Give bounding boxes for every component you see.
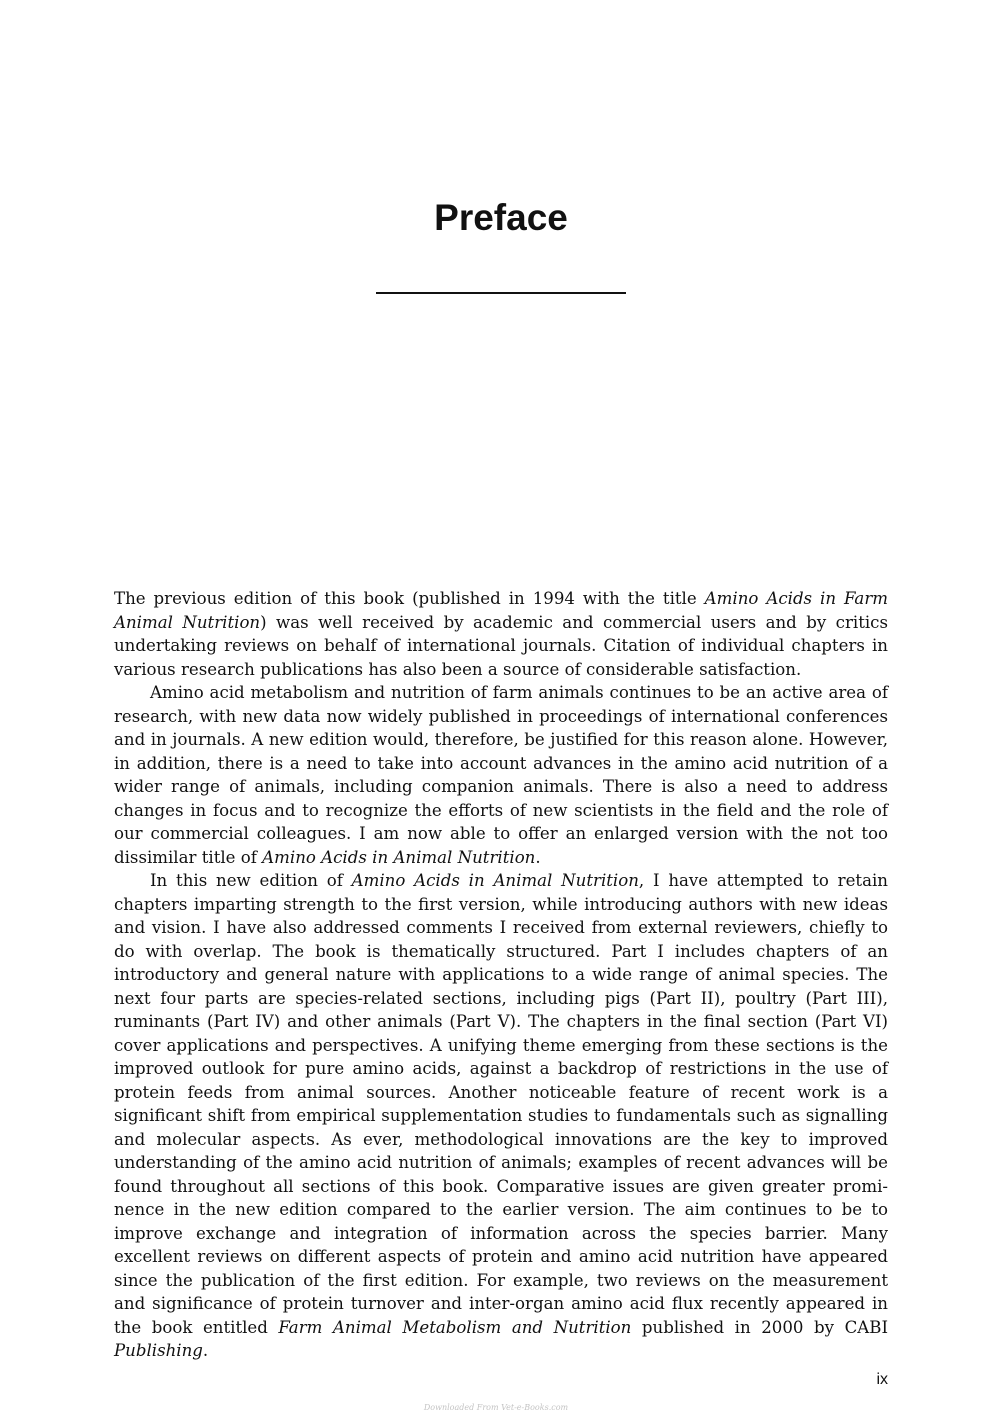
paragraph-2-text-a: Amino acid metabolism and nutrition of farm animals continues to be an active area of research, with new data now widely published in proceedings of international conferences and in journals. A new edition would, therefore, be justified for this reason alone. However, in addition, there is a need to take into account advances in the amino acid nutrition of a wider range of animals, including companion animals. There is also a need to address changes in focus and to recognize the efforts of new scientists in the field and the role of our commercial colleagues. I am now able to offer an enlarged version with the not too dissimilar title of xyxy=(114,683,888,867)
paragraph-1-text-b: ) was well received by academic and commercial users and by critics undertaking reviews on behalf of international journals. Citation of individual chapters in various research publications has also been a source of considerable satisfaction. xyxy=(114,612,888,679)
book-title-new-edition: Amino Acids in Animal Nutrition xyxy=(262,847,536,867)
book-title-first-edition: Amino Acids in Farm Animal Nutrition xyxy=(114,589,888,632)
paragraph-3-text-b: , I have attempted to retain chapters imparting strength to the first version, while introducing authors with new ideas and vision. I have also addressed comments I received from external reviewers, chiefly to do with overlap. The book is thematically structured. Part I includes chapters of an introductory and general nature with applications to a wide range of animal species. The next four parts are species-related sections, including pigs (Part II), poultry (Part III), ruminants (Part IV) and other animals (Part V). The chapters in the final section (Part VI) cover applications and perspectives. A unifying theme emerging from these sections is the improved outlook for pure amino acids, against a backdrop of restrictions in the use of protein feeds from animal sources. Another noticeable feature of recent work is a significant shift from empirical supplementation studies to fundamentals such as signalling and molecular aspects. As ever, methodological innovations are the key to improved understanding of the amino acid nutrition of animals; examples of recent advances will be found throughout all sections of this book. Comparative issues are given greater prominence in the new edition compared to the earlier version. The aim continues to be to improve exchange and integration of information across the species barrier. Many excellent reviews on different aspects of protein and amino acid nutrition have appeared since the publication of the first edition. For example, two reviews on the measurement and significance of protein turnover and inter-organ amino acid flux recently appeared in the book entitled xyxy=(114,871,888,1337)
page-number: ix xyxy=(876,1371,888,1388)
watermark: Downloaded From Vet-e-Books.com xyxy=(423,1403,569,1412)
title-rule xyxy=(376,292,626,294)
book-title-new-edition-ref: Amino Acids in Animal Nutrition xyxy=(351,871,639,890)
paragraph-3 xyxy=(114,869,888,1363)
paragraph-1-text-a: The previous edition of this book (published in 1994 with the title xyxy=(114,589,705,608)
page-title: Preface xyxy=(434,197,568,238)
publisher-italic: Publishing xyxy=(114,1341,203,1360)
preface-body xyxy=(114,587,888,1363)
paragraph-3-text-c: published in 2000 by CABI xyxy=(631,1317,889,1337)
paragraph-2 xyxy=(114,681,888,869)
book-title-farm-animal-metabolism: Farm Animal Metabolism and Nutrition xyxy=(278,1317,632,1337)
paragraph-2-text-b: . xyxy=(535,847,541,867)
paragraph-1 xyxy=(114,587,888,681)
paragraph-3-text-a: In this new edition of xyxy=(150,871,352,890)
paragraph-3-text-d: . xyxy=(202,1341,209,1360)
